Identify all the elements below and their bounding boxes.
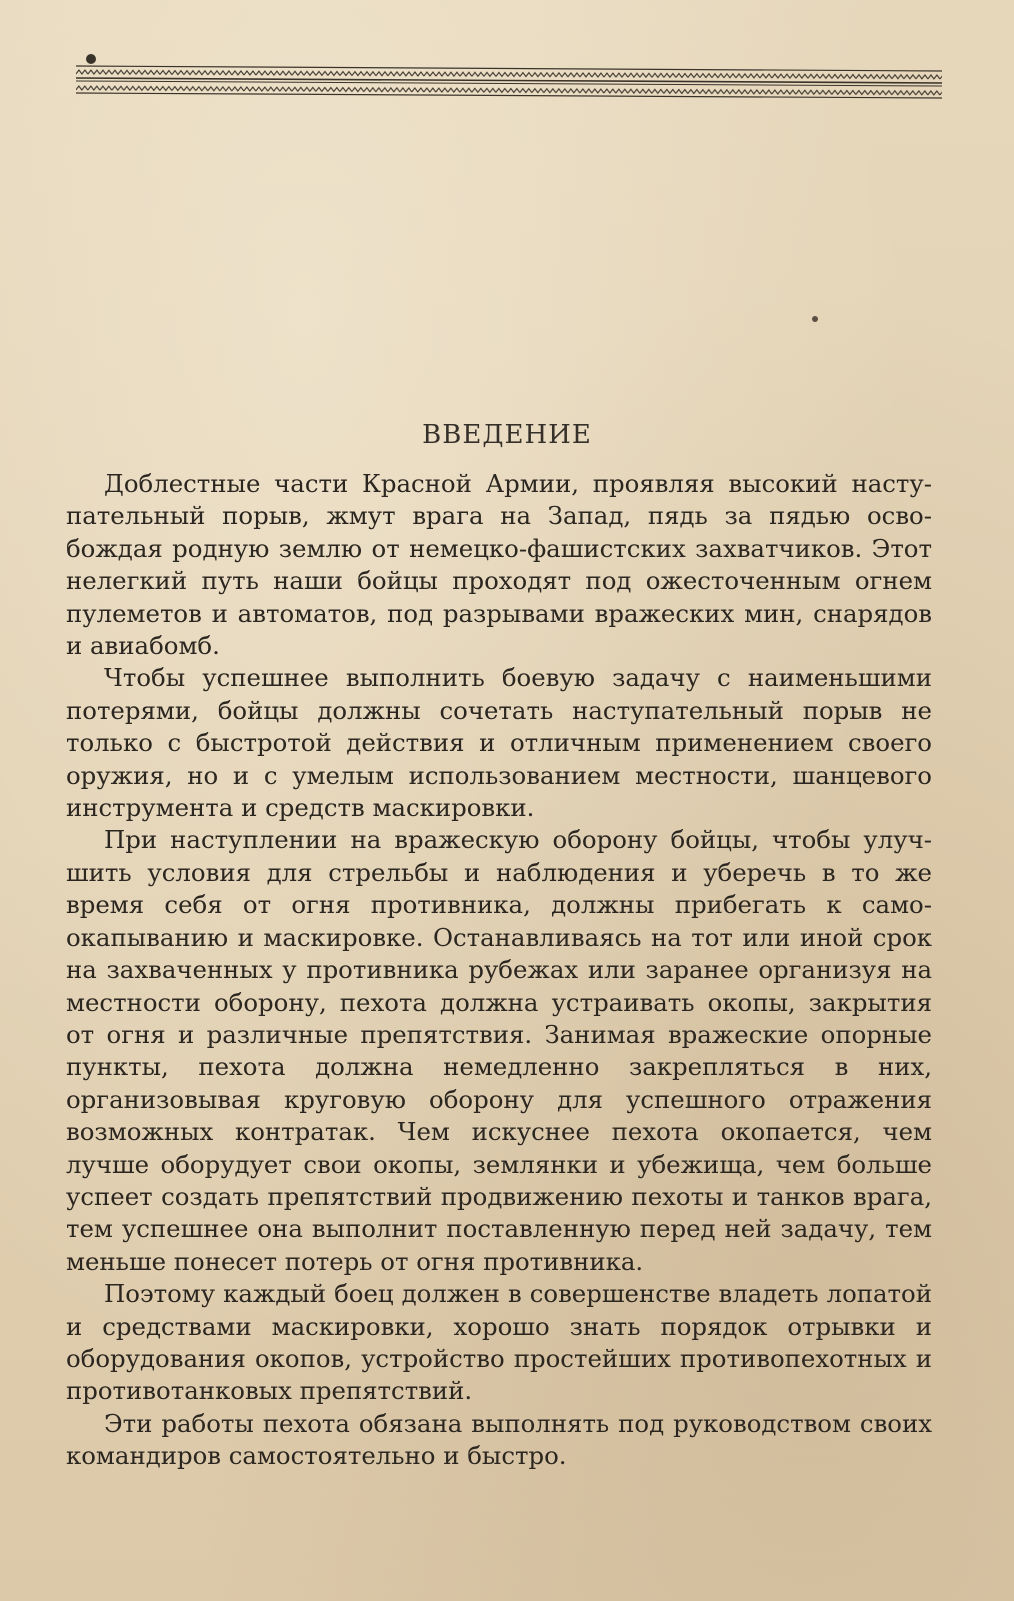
print-speck	[812, 316, 818, 322]
paragraph: Доблестные части Красной Армии, проявляя высокий наступательный порыв, жмут врага на Запад, пядь за пядью освобождая родную землю от немецко-фашистских захватчиков. Этот нелегкий путь наши бойцы проходят под ожесточенным огнем пулеметов и автоматов, под разрывами вражеских мин, снарядов и авиабомб.	[66, 469, 932, 661]
decorative-header-rule	[76, 60, 942, 104]
paragraph: Чтобы успешнее выполнить боевую задачу с наименьшими потерями, бойцы должны сочетать наступательный порыв не только с быстротой действия и отличным применением своего оружия, но и с умелым использованием местности, шанцевого инструмента и средств маскировки.	[66, 663, 932, 823]
paragraph: Поэтому каждый боец должен в совершенстве владеть лопатой и средствами маскировки, хорошо знать порядок отрывки и оборудования окопов, устройство простейших противопехотных и противотанковых препятствий.	[66, 1279, 932, 1406]
paragraph: Эти работы пехота обязана выполнять под руководством своих командиров самостоятельно и быстро.	[66, 1408, 932, 1471]
page-title: ВВЕДЕНИЕ	[422, 420, 592, 450]
body-text	[66, 468, 932, 1473]
paragraph: При наступлении на вражескую оборону бойцы, чтобы улучшить условия для стрельбы и наблюдения и уберечь в то же время себя от огня противника, должны прибегать к самоокапыванию и маскировке. Останавливаясь на тот или иной срок на захваченных у противника рубежах или заранее организуя на местности оборону, пехота должна устраивать окопы, закрытия от огня и различные препятствия. Занимая вражеские опорные пункты, пехота должна немедленно закрепляться в них, организовывая круговую оборону для успешного отражения возможных контратак. Чем искуснее пехота окопается, чем лучше оборудует свои окопы, землянки и убежища, чем больше успеет создать препятствий продвижению пехоты и танков врага, тем успешнее она выполнит поставленную перед ней задачу, тем меньше понесет потерь от огня противника.	[66, 825, 932, 1276]
